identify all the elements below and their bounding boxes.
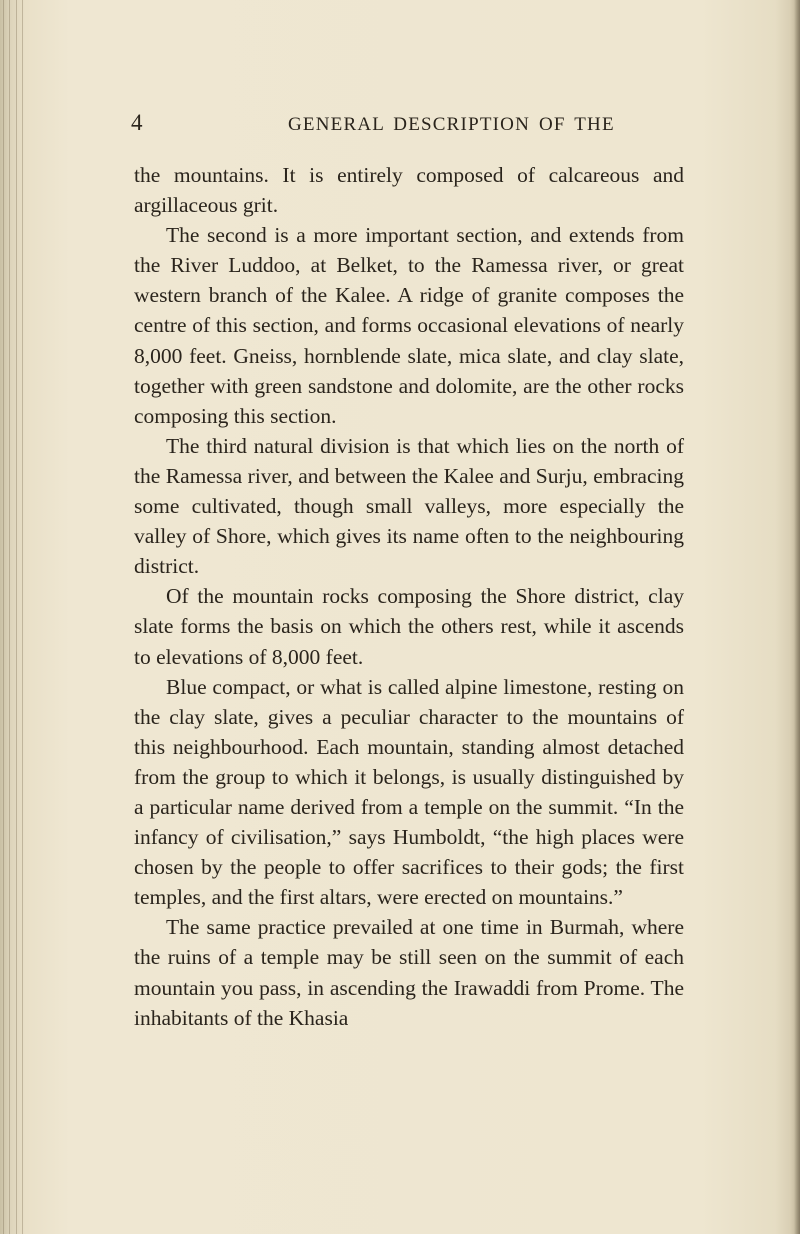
paragraph: Of the mountain rocks composing the Shore district, clay slate forms the basis on which the others rest, while it ascends to elevations of 8,000 feet. <box>134 584 684 669</box>
paragraph: The same practice prevailed at one time in Burmah, where the ruins of a temple may be still seen on the summit of each mountain you pass, in ascending the Irawaddi from Prome. The inhabitants of the Khasia <box>134 915 684 1030</box>
binding-line <box>22 0 23 1234</box>
page-header <box>0 110 800 150</box>
binding-line <box>9 0 10 1234</box>
paragraph: Blue compact, or what is called alpine limestone, resting on the clay slate, gives a peculiar character to the mountains of this neighbourhood. Each mountain, standing almost detached from the group to which it belongs, is usually distinguished by a particular name derived from a temple on the summit. “In the infancy of civilisation,” says Humboldt, “the high places were chosen by the people to offer sacrifices to their gods; the first temples, and the first altars, were erected on mountains.” <box>134 674 684 910</box>
paragraph: The second is a more important section, and extends from the River Luddoo, at Belket, to the Ramessa river, or great western branch of the Kalee. A ridge of granite composes the centre of this section, and forms occasional elevations of nearly 8,000 feet. Gneiss, hornblende slate, mica slate, and clay slate, together with green sandstone and dolomite, are the other rocks composing this section. <box>134 223 684 428</box>
paragraph: The third natural division is that which lies on the north of the Ramessa river, and between the Kalee and Surju, embracing some cultivated, though small valleys, more especially the valley of Shore, which gives its name often to the neighbouring district. <box>134 433 684 579</box>
running-head: GENERAL DESCRIPTION OF THE <box>288 114 615 135</box>
page-number: 4 <box>131 110 144 135</box>
binding-line <box>16 0 17 1234</box>
body-text <box>134 160 684 1033</box>
page-edge-shadow <box>794 0 800 1234</box>
paragraph: the mountains. It is entirely composed of calcareous and argillaceous grit. <box>134 163 684 218</box>
binding-line <box>3 0 4 1234</box>
